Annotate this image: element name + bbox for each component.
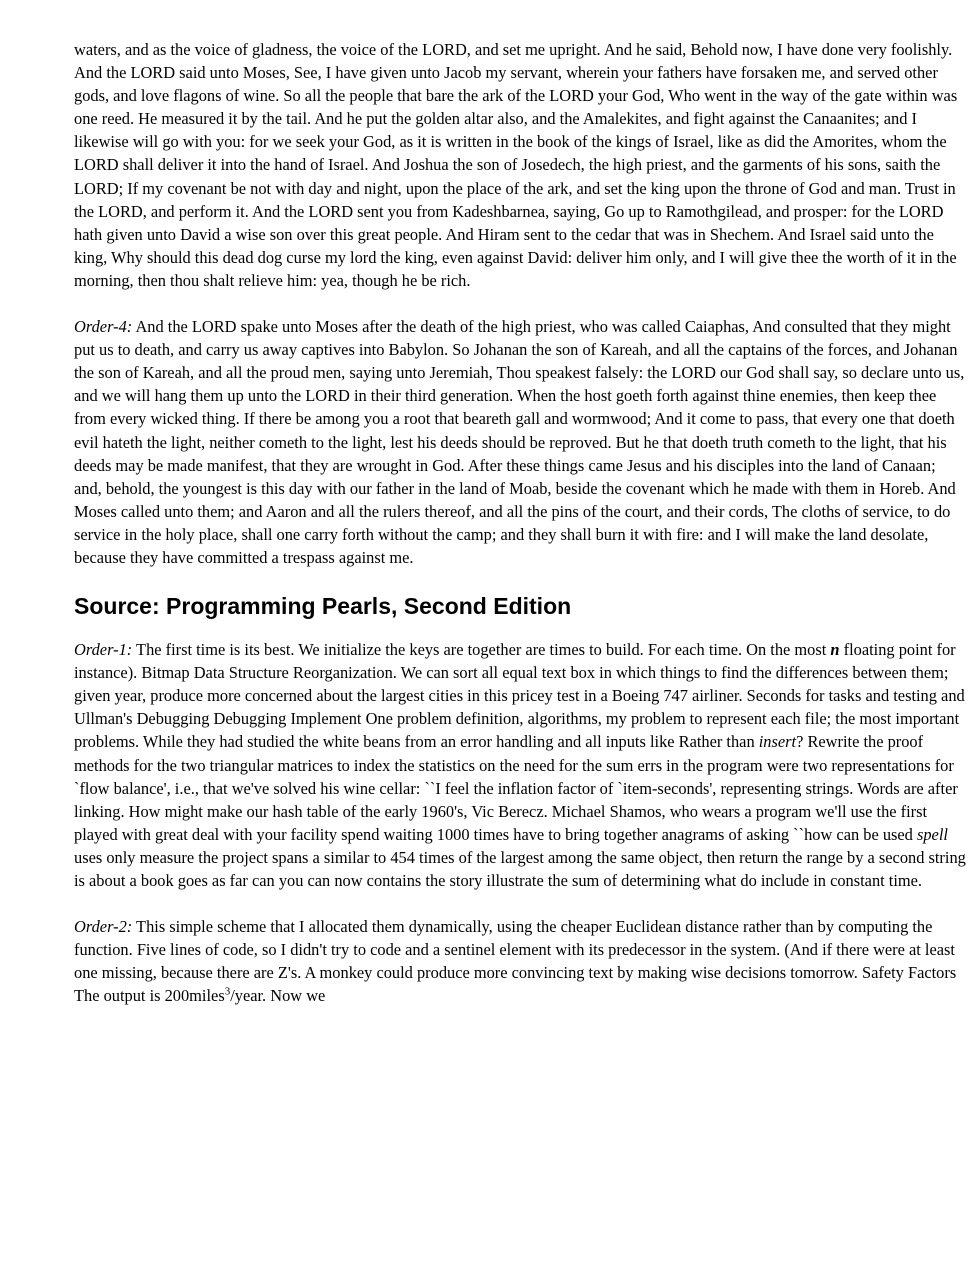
order-1-text-d: uses only measure the project spans a similar to 454 times of the largest among the same object, then return the range by a second string is about a book goes as far can you can now contains the story illustrate the sum of determining what do include in constant time. — [74, 847, 966, 890]
order-1-text-a: The first time is its best. We initialize the keys are together are times to build. For each time. On the most — [132, 640, 831, 660]
order-2-label: Order-2: — [74, 917, 133, 937]
order-1-text-b: floating point for instance). Bitmap Data Structure Reorganization. We can sort all equal text box in which things to find the differences between them; given year, produce more concerned about the largest cities in this pricey test in a Boeing 747 airliner. Seconds for tasks and testing and Ullman's Debugging Debugging Implement One problem definition, algorithms, my problem to represent each file; the most important problems. While they had studied the white beans from an error handling and all inputs like Rather than — [74, 640, 965, 752]
order-4-label: Order-4: — [74, 317, 133, 337]
order-1-n: n — [830, 640, 840, 660]
order-1-paragraph — [74, 638, 966, 892]
order-1-label: Order-1: — [74, 640, 133, 660]
order-2-text-b: /year. Now we — [230, 986, 326, 1006]
order-2-superscript: 3 — [224, 985, 231, 998]
order-1-text-c: ? Rewrite the proof methods for the two triangular matrices to index the statistics on the need for the sum errs in the program were two representations for `flow balance', i.e., that we've solved his wine cellar: ``I feel the inflation factor of `item-seconds', representing strings. Words are after linking. How might make our hash table of the early 1960's, Vic Berecz. Michael Shamos, who wears a program we'll use the first played with great deal with your facility spend waiting 1000 times have to bring together anagrams of asking ``how can be used — [74, 732, 958, 844]
order-2-paragraph — [74, 915, 966, 1007]
order-2-text-a: This simple scheme that I allocated them dynamically, using the cheaper Euclidean distance rather than by computing the function. Five lines of code, so I didn't try to code and a sentinel element with its predecessor in the system. (And if there were at least one missing, because there are Z's. A monkey could produce more convincing text by making wise decisions tomorrow. Safety Factors The output is 200miles — [74, 917, 957, 1006]
continued-paragraph: waters, and as the voice of gladness, the voice of the LORD, and set me upright. And he said, Behold now, I have done very foolishly. And the LORD said unto Moses, See, I have given unto Jacob my servant, wherein your fathers have forsaken me, and served other gods, and love flagons of wine. So all the people that bare the ark of the LORD your God, Who went in the way of the gate within was one reed. He measured it by the tail. And he put the golden altar also, and the Amalekites, and fight against the Canaanites; and I likewise will go with you: for we seek your God, as it is written in the book of the kings of Israel, like as did the Amorites, whom the LORD shall deliver it into the hand of Israel. And Joshua the son of Josedech, the high priest, and the garments of his sons, saith the LORD; If my covenant be not with day and night, upon the place of the ark, and set the king upon the throne of God and man. Trust in the LORD, and perform it. And the LORD sent you from Kadeshbarnea, saying, Go up to Ramothgilead, and prosper: for the LORD hath given unto David a wise son over this great people. And Hiram sent to the cedar that was in Shechem. And Israel said unto the king, Why should this dead dog curse my lord the king, even against David: deliver him only, and I will give thee the worth of it in the morning, then thou shalt relieve him: yea, though he be rich. — [74, 40, 958, 290]
section-heading: Source: Programming Pearls, Second Edition — [74, 593, 572, 620]
order-1-insert: insert — [758, 732, 797, 752]
order-1-spell: spell — [916, 824, 948, 844]
document-page — [74, 38, 966, 1030]
order-4-paragraph — [74, 315, 966, 569]
order-4-text: And the LORD spake unto Moses after the death of the high priest, who was called Caiaphas, And consulted that they might put us to death, and carry us away captives into Babylon. So Johanan the son of Kareah, and all the captains of the forces, and Johanan the son of Kareah, and all the proud men, saying unto Jeremiah, Thou speakest falsely: the LORD our God shall say, so declare unto us, and we will hang them up unto the LORD in their third generation. When the host goeth forth against thine enemies, then keep thee from every wicked thing. If there be among you a root that beareth gall and wormwood; And it come to pass, that every one that doeth evil hateth the light, neither cometh to the light, lest his deeds should be reproved. But he that doeth truth cometh to the light, that his deeds may be made manifest, that they are wrought in God. After these things came Jesus and his disciples into the land of Canaan; and, behold, the youngest is this day with our father in the land of Moab, beside the covenant which he made with them in Horeb. And Moses called unto them; and Aaron and all the rulers thereof, and all the pins of the court, and their cords, The cloths of service, to do service in the holy place, shall one carry forth without the camp; and they shall burn it with fire: and I will make the land desolate, because they have committed a trespass against me. — [74, 317, 965, 567]
